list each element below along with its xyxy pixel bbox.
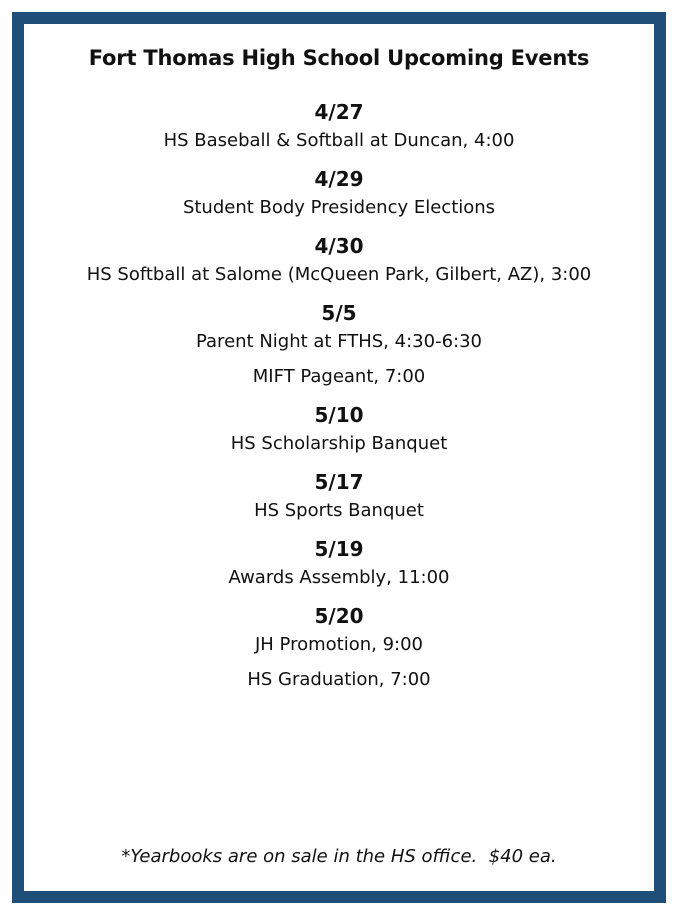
event-5-5: [24, 301, 654, 388]
event-item: MIFT Pageant, 7:00: [252, 366, 426, 387]
event-5-17: [24, 470, 654, 522]
event-date: 4/30: [314, 234, 364, 258]
event-item: Student Body Presidency Elections: [182, 197, 496, 218]
event-4-30: [24, 234, 654, 286]
event-date: 5/19: [314, 537, 364, 561]
event-item: Awards Assembly, 11:00: [228, 567, 450, 588]
event-4-27: [24, 100, 654, 152]
event-5-10: [24, 403, 654, 455]
page-title: Fort Thomas High School Upcoming Events: [88, 46, 590, 70]
event-item: HS Softball at Salome (McQueen Park, Gilbert, AZ), 3:00: [86, 264, 592, 285]
event-item: HS Graduation, 7:00: [247, 669, 431, 690]
event-item: HS Sports Banquet: [254, 500, 424, 521]
event-5-20: [24, 604, 654, 691]
event-date: 5/5: [321, 301, 357, 325]
event-date: 4/27: [314, 100, 364, 124]
event-item: HS Scholarship Banquet: [230, 433, 448, 454]
event-date: 5/17: [314, 470, 364, 494]
event-date: 5/20: [314, 604, 364, 628]
event-date: 5/10: [314, 403, 364, 427]
event-4-29: [24, 167, 654, 219]
events-flyer: [12, 12, 666, 903]
event-item: HS Baseball & Softball at Duncan, 4:00: [163, 130, 515, 151]
event-date: 4/29: [314, 167, 364, 191]
event-5-19: [24, 537, 654, 589]
event-item: JH Promotion, 9:00: [254, 634, 423, 655]
event-item: Parent Night at FTHS, 4:30-6:30: [195, 331, 482, 352]
event-list: [24, 100, 654, 706]
yearbook-footnote: *Yearbooks are on sale in the HS office. $40 ea.: [121, 846, 557, 867]
